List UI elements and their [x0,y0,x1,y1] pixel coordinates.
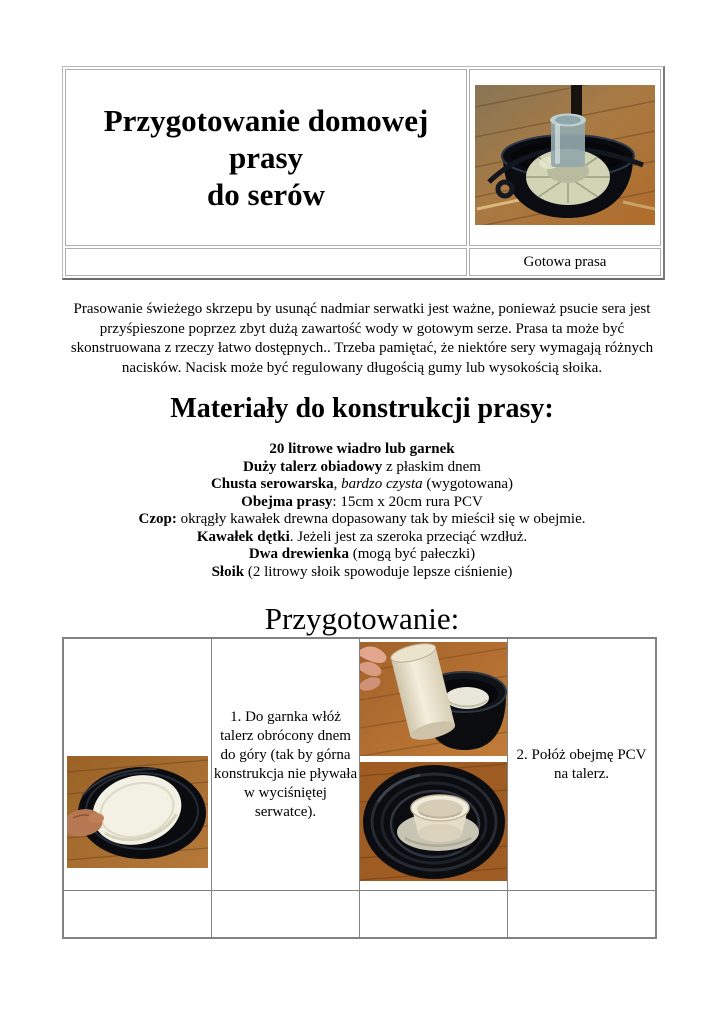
title-line-1: Przygotowanie domowej prasy [103,103,429,175]
title-cell [65,69,467,246]
material-item-2: Duży talerz obiadowy z płaskim dnem [243,458,481,475]
finished-press-photo [475,85,655,225]
material-item-8: Słoik (2 litrowy słoik spowoduje lepsze ciśnienie) [211,563,513,580]
header-table [62,66,665,280]
intro-line: nacisków. Nacisk może być regulowany długością gumy lub wysokością słoika. [121,359,603,376]
intro-line: skonstruowana z rzeczy łatwo dostępnych.. Trzeba pamiętać, że niektóre sery wymagają różnych [70,340,654,356]
material-item-3: Chusta serowarska, bardzo czysta (wygotowana) [210,476,514,492]
page-title [67,102,465,213]
step2-photo-cell [360,638,508,891]
photo-cell [469,69,661,246]
material-item-6: Kawałek dętki. Jeżeli jest za szeroka przeciąć wzdłuż. [196,528,528,545]
material-item-1: 20 litrowe wiadro lub garnek [269,441,455,457]
material-item-7: Dwa drewienka (mogą być pałeczki) [248,546,476,562]
step-2-text: 2. Połóż obejmę PCV na talerz. [508,638,657,891]
materials-list [0,441,724,581]
empty-cell [508,891,657,939]
intro-line: Prasowanie świeżego skrzepu by usunąć nadmiar serwatki jest ważne, ponieważ psucie sera jest [73,301,651,317]
empty-cell [212,891,360,939]
title-line-2: do serów [207,177,325,212]
preparation-heading: Przygotowanie: [264,601,460,636]
step1-photo-cell [63,638,212,891]
intro-line: przyśpieszone poprzez zbyt dużą zawartość wody w gotowym serze. Prasa ta może być [99,320,625,337]
empty-cell [360,891,508,939]
empty-cell [63,891,212,939]
plate-into-pot-photo [67,756,208,868]
intro-paragraph [0,300,724,378]
blank-cell [65,248,467,276]
step-1-text: 1. Do garnka włóż talerz obrócony dnem do góry (tak by górna konstrukcja nie pływała w wyciśniętej serwatce). [212,638,360,891]
pipe-into-bucket-photo [360,642,507,756]
preparation-table [62,637,657,939]
material-item-4: Obejma prasy: 15cm x 20cm rura PCV [241,493,483,510]
pipe-on-plate-photo [360,762,507,881]
material-item-5: Czop: okrągły kawałek drewna dopasowany tak by mieścił się w obejmie. [138,511,586,527]
photo-caption: Gotowa prasa [469,248,661,276]
materials-heading: Materiały do konstrukcji prasy: [170,393,554,424]
